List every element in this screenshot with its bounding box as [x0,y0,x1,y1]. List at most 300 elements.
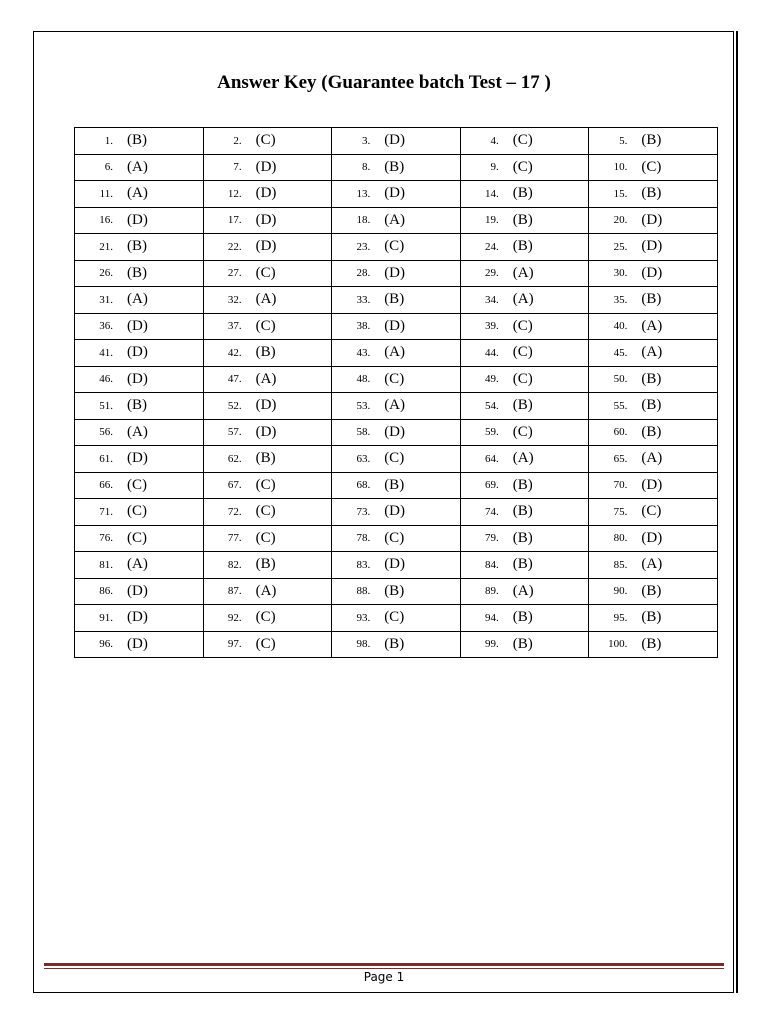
answer-cell [203,525,332,552]
answer-option: (D) [641,264,663,281]
question-number: 19. [485,214,499,227]
question-number: 95. [613,611,628,624]
answer-option: (B) [384,635,405,652]
answer-key-table [74,127,718,658]
question-number: 100. [608,638,628,651]
table-row [75,472,718,499]
answer-cell [332,181,461,208]
answer-cell [460,260,589,287]
question-number: 5. [619,134,628,147]
answer-option: (D) [127,582,148,599]
answer-cell [332,631,461,658]
answer-cell [589,287,718,314]
question-number: 35. [613,293,628,306]
answer-cell [589,525,718,552]
question-number: 12. [227,187,242,200]
answer-option: (D) [641,238,663,255]
answer-cell [203,313,332,340]
answer-option: (C) [127,503,147,520]
question-number: 59. [485,426,499,439]
question-number: 49. [485,373,499,386]
answer-cell [75,287,204,314]
answer-cell [460,287,589,314]
answer-option: (C) [641,158,662,175]
question-number: 40. [613,320,628,333]
answer-option: (C) [127,476,147,493]
question-number: 23. [356,240,371,253]
answer-option: (C) [512,158,533,175]
table-row [75,313,718,340]
table-row [75,181,718,208]
answer-option: (B) [255,556,276,573]
question-number: 54. [485,399,499,412]
answer-option: (C) [512,423,533,440]
question-number: 47. [227,373,242,386]
answer-cell [589,605,718,632]
answer-option: (A) [512,291,534,308]
question-number: 85. [613,558,628,571]
answer-option: (B) [127,132,147,149]
question-number: 38. [356,320,371,333]
answer-option: (D) [384,503,406,520]
answer-cell [332,287,461,314]
answer-cell [203,234,332,261]
question-number: 32. [227,293,242,306]
answer-option: (D) [127,450,148,467]
answer-cell [203,393,332,420]
answer-cell [332,419,461,446]
question-number: 88. [356,585,371,598]
question-number: 3. [361,134,371,147]
answer-option: (B) [255,344,276,361]
answer-cell [332,472,461,499]
question-number: 70. [613,479,628,492]
table-row [75,366,718,393]
question-number: 6. [104,161,113,174]
answer-option: (B) [127,264,147,281]
answer-cell [203,260,332,287]
table-row [75,525,718,552]
question-number: 84. [485,558,499,571]
question-number: 18. [356,214,371,227]
answer-cell [460,181,589,208]
question-number: 14. [485,187,499,200]
question-number: 52. [227,399,242,412]
answer-option: (B) [384,476,405,493]
question-number: 36. [99,320,113,333]
question-number: 89. [485,585,499,598]
question-number: 99. [485,638,499,651]
question-number: 39. [485,320,499,333]
answer-cell [589,313,718,340]
answer-option: (D) [255,185,277,202]
question-number: 97. [227,638,242,651]
answer-option: (B) [255,450,276,467]
answer-cell [332,578,461,605]
question-number: 26. [99,267,113,280]
question-number: 13. [356,187,371,200]
answer-option: (D) [255,211,277,228]
answer-cell [589,393,718,420]
question-number: 21. [99,240,113,253]
answer-option: (B) [512,397,533,414]
answer-option: (C) [384,238,405,255]
question-number: 4. [490,134,499,147]
answer-option: (D) [127,317,148,334]
answer-cell [332,207,461,234]
question-number: 11. [99,187,113,200]
answer-cell [332,499,461,526]
answer-option: (B) [641,423,662,440]
answer-cell [460,552,589,579]
answer-cell [460,605,589,632]
question-number: 57. [227,426,242,439]
question-number: 96. [99,638,113,651]
answer-option: (C) [641,503,662,520]
answer-option: (C) [512,132,533,149]
question-number: 53. [356,399,371,412]
page-number: Page 1 [363,970,405,984]
answer-cell [589,154,718,181]
answer-cell [203,631,332,658]
answer-cell [460,631,589,658]
answer-cell [75,472,204,499]
answer-cell [589,578,718,605]
answer-cell [460,499,589,526]
answer-option: (C) [255,529,276,546]
answer-option: (D) [255,397,277,414]
answer-option: (B) [384,582,405,599]
question-number: 50. [613,373,628,386]
question-number: 68. [356,479,371,492]
answer-cell [332,552,461,579]
question-number: 9. [490,161,499,174]
answer-cell [589,366,718,393]
answer-cell [589,499,718,526]
question-number: 51. [99,399,113,412]
question-number: 71. [99,505,113,518]
answer-cell [332,393,461,420]
answer-option: (A) [127,423,148,440]
answer-option: (C) [255,635,276,652]
answer-option: (A) [255,582,277,599]
answer-option: (B) [384,291,405,308]
answer-cell [332,340,461,367]
table-row [75,340,718,367]
question-number: 55. [613,399,628,412]
answer-cell [75,313,204,340]
question-number: 78. [356,532,371,545]
question-number: 10. [613,161,628,174]
question-number: 80. [613,532,628,545]
answer-cell [332,605,461,632]
answer-option: (B) [512,529,533,546]
answer-option: (A) [641,317,663,334]
question-number: 74. [485,505,499,518]
question-number: 65. [613,452,628,465]
answer-cell [589,340,718,367]
answer-cell [460,234,589,261]
answer-cell [589,260,718,287]
answer-option: (D) [127,211,148,228]
answer-option: (B) [512,635,533,652]
answer-option: (C) [255,503,276,520]
table-row [75,234,718,261]
answer-option: (A) [641,450,663,467]
answer-option: (C) [384,370,405,387]
question-number: 83. [356,558,371,571]
answer-cell [75,181,204,208]
table-row [75,552,718,579]
question-number: 79. [485,532,499,545]
question-number: 8. [361,161,371,174]
answer-cell [460,313,589,340]
question-number: 29. [485,267,499,280]
question-number: 81. [99,558,113,571]
answer-cell [589,181,718,208]
question-number: 1. [104,134,113,147]
question-number: 24. [485,240,499,253]
question-number: 90. [613,585,628,598]
answer-option: (A) [127,556,148,573]
answer-option: (B) [512,238,533,255]
question-number: 93. [356,611,371,624]
answer-option: (B) [127,238,147,255]
question-number: 2. [233,134,242,147]
answer-cell [460,128,589,155]
answer-option: (D) [641,529,663,546]
answer-cell [332,234,461,261]
answer-option: (C) [255,132,276,149]
answer-cell [589,207,718,234]
answer-cell [75,366,204,393]
answer-cell [460,419,589,446]
question-number: 75. [613,505,628,518]
answer-option: (B) [641,609,662,626]
answer-cell [332,154,461,181]
answer-option: (D) [384,317,406,334]
question-number: 67. [227,479,242,492]
answer-cell [203,366,332,393]
question-number: 44. [485,346,499,359]
answer-option: (A) [127,291,148,308]
answer-cell [203,340,332,367]
answer-cell [589,472,718,499]
question-number: 15. [613,187,628,200]
question-number: 17. [227,214,242,227]
answer-cell [460,207,589,234]
answer-cell [75,340,204,367]
answer-cell [203,472,332,499]
question-number: 31. [99,293,113,306]
answer-cell [75,419,204,446]
answer-cell [589,128,718,155]
answer-cell [460,446,589,473]
answer-option: (B) [512,556,533,573]
question-number: 7. [233,161,242,174]
answer-cell [460,393,589,420]
answer-option: (D) [255,238,277,255]
page-border-shadow [736,31,738,993]
answer-cell [75,260,204,287]
answer-option: (B) [512,476,533,493]
question-number: 63. [356,452,371,465]
question-number: 48. [356,373,371,386]
question-number: 27. [227,267,242,280]
table-row [75,128,718,155]
question-number: 37. [227,320,242,333]
answer-cell [460,578,589,605]
answer-option: (D) [255,158,277,175]
answer-option: (B) [127,397,147,414]
question-number: 76. [99,532,113,545]
table-row [75,287,718,314]
table-row [75,605,718,632]
answer-option: (A) [255,291,277,308]
question-number: 28. [356,267,371,280]
answer-option: (C) [255,264,276,281]
question-number: 20. [613,214,628,227]
answer-option: (D) [641,476,663,493]
answer-option: (D) [384,264,406,281]
answer-option: (B) [641,185,662,202]
answer-cell [203,605,332,632]
question-number: 22. [227,240,242,253]
answer-option: (C) [255,609,276,626]
answer-cell [75,605,204,632]
question-number: 86. [99,585,113,598]
answer-option: (D) [384,132,406,149]
question-number: 66. [99,479,113,492]
answer-cell [203,287,332,314]
answer-cell [75,552,204,579]
answer-cell [203,578,332,605]
answer-option: (A) [512,450,534,467]
answer-cell [332,313,461,340]
answer-cell [203,552,332,579]
answer-option: (B) [641,582,662,599]
question-number: 91. [99,611,113,624]
answer-cell [589,631,718,658]
table-row [75,499,718,526]
answer-option: (D) [384,423,406,440]
table-row [75,260,718,287]
answer-cell [75,578,204,605]
answer-option: (A) [512,582,534,599]
answer-cell [589,234,718,261]
answer-cell [203,154,332,181]
answer-option: (B) [641,132,662,149]
question-number: 41. [99,346,113,359]
question-number: 45. [613,346,628,359]
footer-rule-thin [44,968,724,969]
answer-cell [332,446,461,473]
answer-option: (A) [641,556,663,573]
answer-cell [75,154,204,181]
answer-option: (A) [384,397,406,414]
answer-cell [75,631,204,658]
table-row [75,419,718,446]
answer-option: (B) [512,211,533,228]
table-row [75,578,718,605]
answer-cell [460,472,589,499]
answer-option: (D) [384,185,406,202]
answer-cell [203,181,332,208]
answer-cell [332,525,461,552]
question-number: 98. [356,638,371,651]
answer-option: (A) [127,158,148,175]
answer-cell [203,446,332,473]
answer-cell [75,499,204,526]
answer-option: (A) [512,264,534,281]
answer-cell [75,207,204,234]
answer-option: (B) [384,158,405,175]
answer-option: (B) [641,370,662,387]
answer-option: (D) [641,211,663,228]
question-number: 16. [99,214,113,227]
answer-option: (B) [512,609,533,626]
answer-option: (C) [384,450,405,467]
page-title: Answer Key (Guarantee batch Test – 17 ) [217,72,551,93]
question-number: 34. [485,293,499,306]
answer-option: (B) [512,503,533,520]
question-number: 92. [227,611,242,624]
answer-option: (A) [641,344,663,361]
answer-option: (C) [384,609,405,626]
answer-option: (A) [384,344,406,361]
answer-cell [203,499,332,526]
answer-cell [460,154,589,181]
answer-option: (B) [512,185,533,202]
table-row [75,154,718,181]
question-number: 25. [613,240,628,253]
answer-cell [460,525,589,552]
answer-option: (C) [512,344,533,361]
answer-cell [75,128,204,155]
answer-option: (C) [255,476,276,493]
question-number: 56. [99,426,113,439]
table-row [75,631,718,658]
question-number: 62. [227,452,242,465]
question-number: 30. [613,267,628,280]
answer-cell [203,128,332,155]
answer-option: (D) [127,635,148,652]
answer-cell [75,525,204,552]
question-number: 77. [227,532,242,545]
answer-option: (D) [127,609,148,626]
question-number: 72. [227,505,242,518]
answer-cell [203,207,332,234]
answer-cell [589,552,718,579]
answer-option: (C) [255,317,276,334]
question-number: 87. [227,585,242,598]
question-number: 94. [485,611,499,624]
table-row [75,393,718,420]
question-number: 61. [99,452,113,465]
answer-cell [460,366,589,393]
answer-option: (C) [512,370,533,387]
answer-option: (D) [384,556,406,573]
answer-cell [332,128,461,155]
answer-option: (A) [127,185,148,202]
answer-option: (D) [255,423,277,440]
answer-cell [589,419,718,446]
question-number: 64. [485,452,499,465]
answer-cell [75,234,204,261]
question-number: 60. [613,426,628,439]
table-row [75,446,718,473]
question-number: 46. [99,373,113,386]
